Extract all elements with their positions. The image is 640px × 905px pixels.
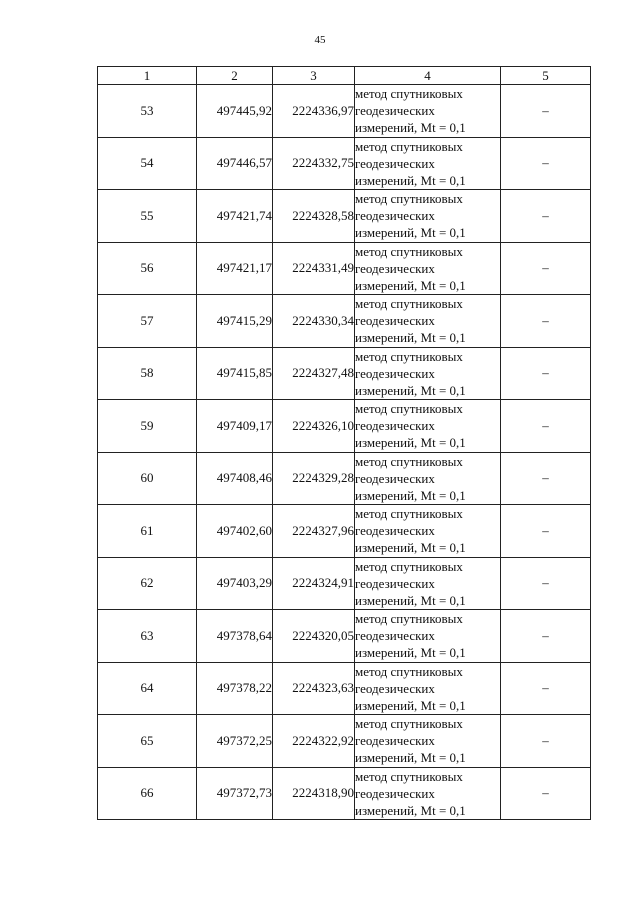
column-header-1: 1: [98, 67, 197, 85]
method-line-1: метод спутниковых: [355, 716, 463, 732]
method-line-3: измерений, Mt = 0,1: [355, 540, 466, 556]
method-line-3: измерений, Mt = 0,1: [355, 120, 466, 136]
note-dash: –: [501, 557, 591, 610]
method-line-3: измерений, Mt = 0,1: [355, 225, 466, 241]
note-dash: –: [501, 85, 591, 138]
coordinate-y: 2224318,90: [273, 767, 355, 820]
table-row: [98, 400, 591, 453]
method-line-2: геодезических: [355, 523, 435, 539]
note-dash: –: [501, 295, 591, 348]
method-line-2: геодезических: [355, 260, 435, 276]
method-description: [355, 557, 501, 610]
coordinate-y: 2224324,91: [273, 557, 355, 610]
table-row: [98, 557, 591, 610]
note-dash: –: [501, 610, 591, 663]
method-line-1: метод спутниковых: [355, 243, 463, 259]
note-dash: –: [501, 715, 591, 768]
method-line-1: метод спутниковых: [355, 138, 463, 154]
point-number: 55: [98, 190, 197, 243]
method-description: [355, 452, 501, 505]
method-line-3: измерений, Mt = 0,1: [355, 487, 466, 503]
method-line-1: метод спутниковых: [355, 86, 463, 102]
column-header-3: 3: [273, 67, 355, 85]
method-description: [355, 505, 501, 558]
point-number: 64: [98, 662, 197, 715]
coordinate-y: 2224328,58: [273, 190, 355, 243]
method-line-2: геодезических: [355, 680, 435, 696]
method-description: [355, 347, 501, 400]
coordinate-y: 2224326,10: [273, 400, 355, 453]
coordinate-x: 497446,57: [197, 137, 273, 190]
method-line-2: геодезических: [355, 628, 435, 644]
method-description: [355, 715, 501, 768]
coordinate-y: 2224327,96: [273, 505, 355, 558]
method-description: [355, 137, 501, 190]
method-description: [355, 85, 501, 138]
method-line-3: измерений, Mt = 0,1: [355, 592, 466, 608]
page-number: 45: [314, 34, 326, 46]
column-header-5: 5: [501, 67, 591, 85]
coordinates-table: [97, 66, 591, 820]
method-line-2: геодезических: [355, 208, 435, 224]
coordinate-x: 497421,17: [197, 242, 273, 295]
coordinate-x: 497402,60: [197, 505, 273, 558]
coordinate-y: 2224336,97: [273, 85, 355, 138]
coordinate-y: 2224322,92: [273, 715, 355, 768]
method-line-2: геодезических: [355, 733, 435, 749]
method-line-1: метод спутниковых: [355, 296, 463, 312]
point-number: 53: [98, 85, 197, 138]
method-line-2: геодезических: [355, 785, 435, 801]
coordinate-x: 497415,85: [197, 347, 273, 400]
method-line-1: метод спутниковых: [355, 663, 463, 679]
table-row: [98, 242, 591, 295]
point-number: 59: [98, 400, 197, 453]
table-header-row: [98, 67, 591, 85]
point-number: 61: [98, 505, 197, 558]
method-line-1: метод спутниковых: [355, 506, 463, 522]
table-row: [98, 715, 591, 768]
method-line-1: метод спутниковых: [355, 453, 463, 469]
table-row: [98, 505, 591, 558]
point-number: 58: [98, 347, 197, 400]
method-line-3: измерений, Mt = 0,1: [355, 750, 466, 766]
point-number: 65: [98, 715, 197, 768]
coordinate-x: 497403,29: [197, 557, 273, 610]
method-line-3: измерений, Mt = 0,1: [355, 277, 466, 293]
method-line-2: геодезических: [355, 470, 435, 486]
method-line-2: геодезических: [355, 365, 435, 381]
note-dash: –: [501, 505, 591, 558]
method-line-2: геодезических: [355, 313, 435, 329]
method-description: [355, 295, 501, 348]
method-line-2: геодезических: [355, 155, 435, 171]
point-number: 56: [98, 242, 197, 295]
method-description: [355, 400, 501, 453]
coordinate-y: 2224327,48: [273, 347, 355, 400]
coordinate-x: 497378,22: [197, 662, 273, 715]
method-line-2: геодезических: [355, 103, 435, 119]
table-row: [98, 767, 591, 820]
note-dash: –: [501, 452, 591, 505]
table-row: [98, 452, 591, 505]
note-dash: –: [501, 347, 591, 400]
method-line-1: метод спутниковых: [355, 401, 463, 417]
coordinate-x: 497372,73: [197, 767, 273, 820]
method-line-2: геодезических: [355, 575, 435, 591]
coordinate-y: 2224329,28: [273, 452, 355, 505]
note-dash: –: [501, 137, 591, 190]
column-header-4: 4: [355, 67, 501, 85]
method-line-3: измерений, Mt = 0,1: [355, 172, 466, 188]
method-line-1: метод спутниковых: [355, 191, 463, 207]
table-row: [98, 295, 591, 348]
table-row: [98, 347, 591, 400]
table-row: [98, 610, 591, 663]
point-number: 60: [98, 452, 197, 505]
point-number: 63: [98, 610, 197, 663]
method-line-1: метод спутниковых: [355, 611, 463, 627]
note-dash: –: [501, 767, 591, 820]
coordinate-x: 497409,17: [197, 400, 273, 453]
method-line-3: измерений, Mt = 0,1: [355, 645, 466, 661]
method-line-3: измерений, Mt = 0,1: [355, 382, 466, 398]
table-row: [98, 190, 591, 243]
note-dash: –: [501, 662, 591, 715]
method-description: [355, 610, 501, 663]
point-number: 57: [98, 295, 197, 348]
coordinate-x: 497415,29: [197, 295, 273, 348]
method-line-3: измерений, Mt = 0,1: [355, 697, 466, 713]
point-number: 66: [98, 767, 197, 820]
coordinate-y: 2224332,75: [273, 137, 355, 190]
method-description: [355, 767, 501, 820]
method-line-3: измерений, Mt = 0,1: [355, 330, 466, 346]
coordinate-x: 497378,64: [197, 610, 273, 663]
coordinate-y: 2224331,49: [273, 242, 355, 295]
method-line-1: метод спутниковых: [355, 348, 463, 364]
method-line-1: метод спутниковых: [355, 558, 463, 574]
note-dash: –: [501, 190, 591, 243]
coordinate-x: 497445,92: [197, 85, 273, 138]
method-line-3: измерений, Mt = 0,1: [355, 435, 466, 451]
note-dash: –: [501, 242, 591, 295]
method-line-1: метод спутниковых: [355, 768, 463, 784]
coordinate-y: 2224323,63: [273, 662, 355, 715]
method-description: [355, 190, 501, 243]
coordinate-y: 2224330,34: [273, 295, 355, 348]
method-line-3: измерений, Mt = 0,1: [355, 802, 466, 818]
coordinate-y: 2224320,05: [273, 610, 355, 663]
method-line-2: геодезических: [355, 418, 435, 434]
coordinate-x: 497372,25: [197, 715, 273, 768]
method-description: [355, 242, 501, 295]
point-number: 54: [98, 137, 197, 190]
point-number: 62: [98, 557, 197, 610]
coordinate-x: 497408,46: [197, 452, 273, 505]
table-row: [98, 137, 591, 190]
note-dash: –: [501, 400, 591, 453]
method-description: [355, 662, 501, 715]
column-header-2: 2: [197, 67, 273, 85]
coordinate-x: 497421,74: [197, 190, 273, 243]
table-row: [98, 85, 591, 138]
table-row: [98, 662, 591, 715]
